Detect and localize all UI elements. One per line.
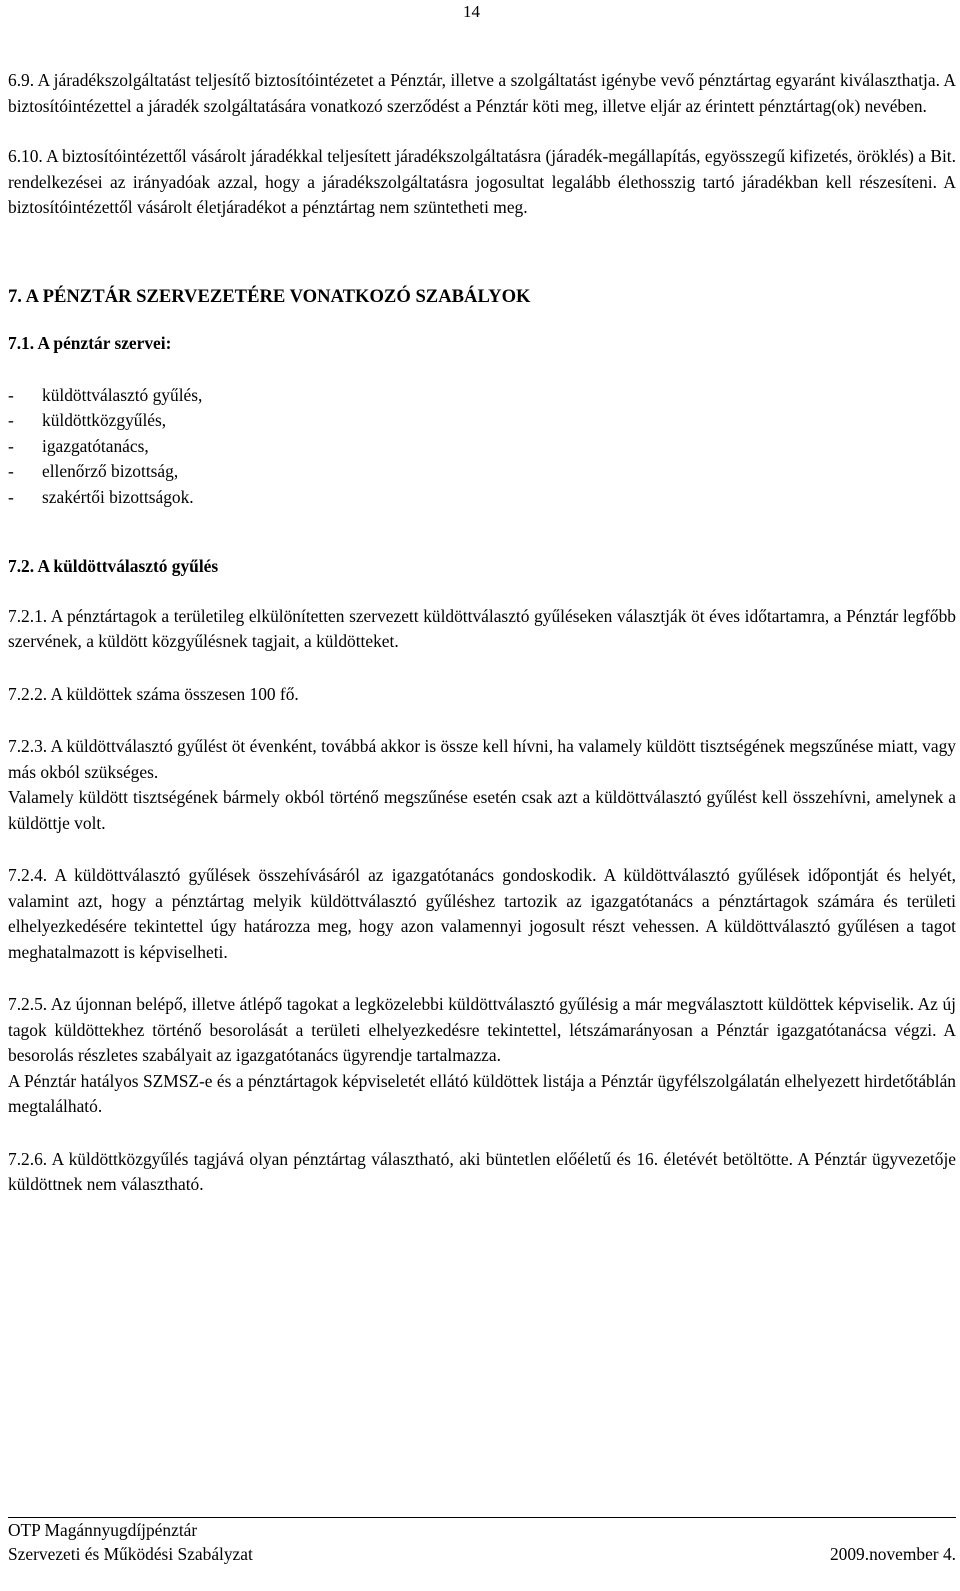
- list-item: - szakértői bizottságok.: [8, 486, 194, 507]
- paragraph-6-10: 6.10. A biztosítóintézettől vásárolt járadékkal teljesített járadékszolgáltatásra (járadék-megállapítás, egyösszegű kifizetés, öröklés) a Bit. rendelkezései az irányadóak azzal, hogy a járadékszolgáltatásra jogosultat legalább élethosszig tartó járadékban kell részesíteni. A biztosítóintézettől vásárolt életjáradékot a pénztártag nem szüntetheti meg.: [8, 146, 956, 217]
- organs-list: [8, 383, 956, 511]
- paragraph-7-2-3: 7.2.3. A küldöttválasztó gyűlést öt évenként, továbbá akkor is össze kell hívni, ha valamely küldött tisztségének megszűnése miatt, vagy más okból szükséges.: [8, 736, 956, 782]
- list-item: - küldöttközgyűlés,: [8, 410, 167, 430]
- list-item: - küldöttválasztó gyűlés,: [8, 384, 203, 405]
- heading-7-1: 7.1. A pénztár szervei:: [8, 333, 172, 353]
- page-number: 14: [463, 2, 480, 21]
- paragraph-7-2-5-continued: A Pénztár hatályos SZMSZ-e és a pénztártagok képviseletét ellátó küldöttek listája a Pénztár ügyfélszolgálatán elhelyezett hirdetőtáblán megtalálható.: [8, 1070, 956, 1116]
- list-item: - ellenőrző bizottság,: [8, 461, 179, 481]
- paragraph-7-2-6: 7.2.6. A küldöttközgyűlés tagjává olyan pénztártag választható, aki büntetlen előéletű és 16. életévét betöltötte. A Pénztár ügyvezetője küldöttnek nem választható.: [8, 1148, 956, 1194]
- paragraph-7-2-4: 7.2.4. A küldöttválasztó gyűlések összehívásáról az igazgatótanács gondoskodik. A küldöttválasztó gyűlések időpontját és helyét, valamint azt, hogy a pénztártag melyik küldöttválasztó gyűléshez tartozik az igazgatótanács a pénztártagok számára és területi elhelyezkedésére tekintettel úgy határozza meg, hogy azon valamennyi jogosult részt vehessen. A küldöttválasztó gyűlésen a tagot meghatalmazott is képviselheti.: [8, 865, 956, 962]
- footer-org: OTP Magánnyugdíjpénztár: [8, 1520, 198, 1540]
- paragraph-6-9: 6.9. A járadékszolgáltatást teljesítő biztosítóintézetet a Pénztár, illetve a szolgáltatást igénybe vevő pénztártag egyaránt kiválaszthatja. A biztosítóintézettel a járadék szolgáltatására vonatkozó szerződést a Pénztár köti meg, illetve eljár az érintett pénztártag(ok) nevében.: [8, 70, 956, 116]
- footer-date: 2009.november 4.: [829, 1544, 956, 1564]
- paragraph-7-2-2: 7.2.2. A küldöttek száma összesen 100 fő.: [8, 683, 299, 704]
- heading-7: 7. A PÉNZTÁR SZERVEZETÉRE VONATKOZÓ SZABÁLYOK: [8, 285, 531, 307]
- paragraph-7-2-1: 7.2.1. A pénztártagok a területileg elkülönítetten szervezett küldöttválasztó gyűléseken választják öt éves időtartamra, a Pénztár legfőbb szervének, a küldött közgyűlésnek tagjait, a küldötteket.: [8, 605, 956, 651]
- list-item: - igazgatótanács,: [8, 435, 149, 456]
- heading-7-2: 7.2. A küldöttválasztó gyűlés: [8, 556, 219, 576]
- page-footer: [8, 1517, 956, 1566]
- footer-document-title: Szervezeti és Működési Szabályzat: [8, 1544, 253, 1564]
- paragraph-7-2-5: 7.2.5. Az újonnan belépő, illetve átlépő tagokat a legközelebbi küldöttválasztó gyűlésig a már megválasztott küldöttek képviselik. Az új tagok küldöttekhez történő besorolását a területi elhelyezkedésre tekintettel, létszámarányosan a Pénztár igazgatótanácsa végzi. A besorolás részletes szabályait az igazgatótanács ügyrendje tartalmazza.: [8, 994, 956, 1065]
- document-body: [8, 68, 956, 1198]
- paragraph-7-2-3-continued: Valamely küldött tisztségének bármely okból történő megszűnése esetén csak azt a küldöttválasztó gyűlést kell összehívni, amelynek a küldöttje volt.: [8, 787, 956, 833]
